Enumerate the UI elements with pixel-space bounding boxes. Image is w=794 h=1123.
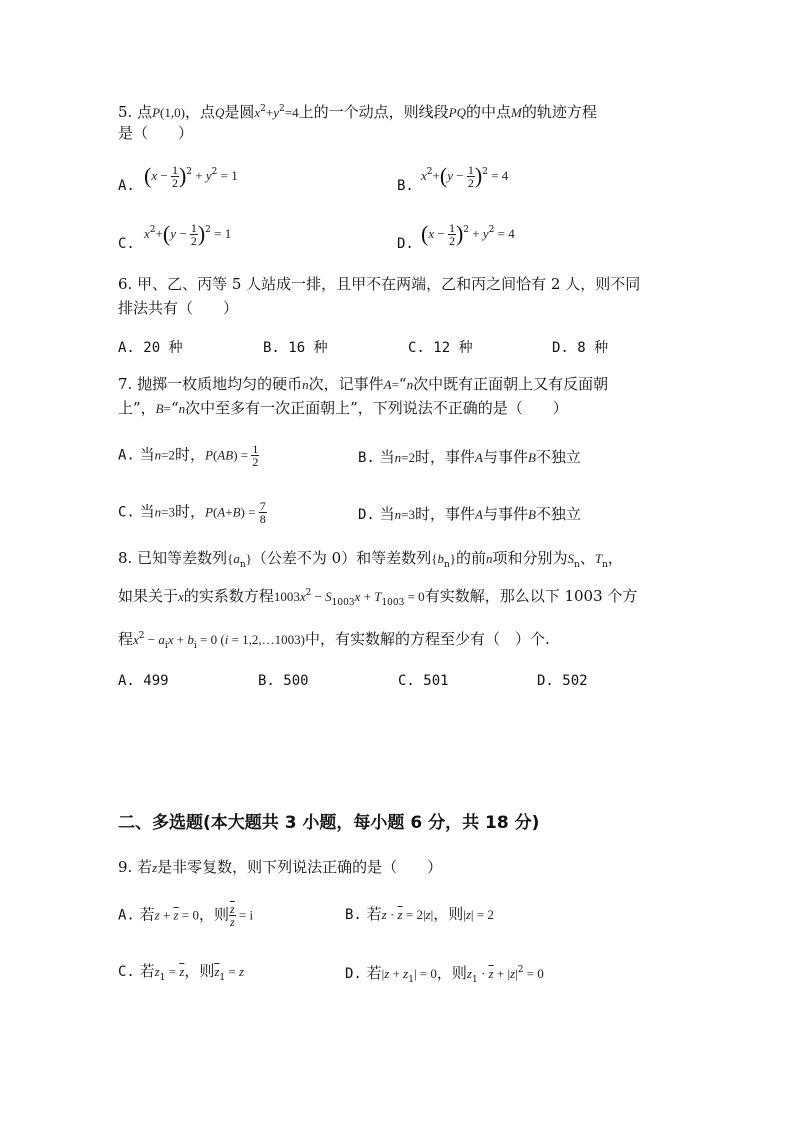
q7-option-a: A. 当n=2时，P(AB) = $\frac{1}{2}$ [118,442,259,469]
q6-option-a: A. 20 种 [118,340,183,356]
question-6-stem: 6. 甲、乙、丙等 5 人站成一排，且甲不在两端，乙和丙之间恰有 2 人，则不同 [118,275,641,293]
q8-option-c: C. 501 [398,673,449,689]
section-heading-multiple-choice: 二、多选题(本大题共 3 小题，每小题 6 分，共 18 分) [118,813,540,833]
q5-option-a-expr: (x − $\frac{1}{2}$ )$^2 + y^2 = 1$ [144,162,238,190]
question-8-stem-line3: 程$x^2 - a_ix + b_i = 0$ (i = 1,2,…1003)中，有实数解的方程至少有（ ）个. [118,630,550,651]
q8-option-a: A. 499 [118,673,169,689]
q9-option-b: B. 若$z \cdot \overline{z} = 2|z|$，则|z| = 2 [345,905,494,923]
question-5-stem: 5. 点P(1,0)，点Q是圆$x^2+y^2=4$上的一个动点，则线段PQ的中点M的轨迹方程 [118,103,597,121]
q9-option-d: D. 若$|z + z_1| = 0$，则$z_1 \cdot \overline{z} + |z|^2 = 0$ [345,964,544,985]
q9-option-a: A. 若$z + \overline{z} = 0$，则 $\frac{\overline{z}}{z}$ = i [118,902,254,929]
q8-option-b: B. 500 [258,673,309,689]
q5-option-c-label: C. [118,236,135,252]
q5-option-a-label: A. [118,178,135,194]
question-7-stem: 7. 抛掷一枚质地均匀的硬币n次，记事件A=“n次中既有正面朝上又有反面朝 [118,375,609,393]
q7-option-b: B. 当n=2时，事件A与事件B不独立 [358,448,581,466]
q5-option-b-expr: $x^2+(y$ − $\frac{1}{2}$ )$^2$ = 4 [421,162,509,190]
q5-option-c-expr: $x^2+(y$ − $\frac{1}{2}$ )$^2$ = 1 [144,220,232,248]
q6-option-d: D. 8 种 [552,340,609,356]
q7-option-c: C. 当n=3时，P(A+B) = $\frac{7}{8}$ [118,499,266,526]
question-8-stem-line2: 如果关于x的实系数方程$1003x^2 - S_{1003}x + T_{1003} = 0$有实数解，那么以下 1003 个方 [118,587,638,608]
q5-option-b-label: B. [397,178,414,194]
q5-option-d-expr: (x − $\frac{1}{2}$ )$^2 + y^2 = 4$ [421,220,515,248]
question-5-stem-line2: 是（ ） [118,124,194,142]
question-9-stem: 9. 若z是非零复数，则下列说法正确的是（ ） [118,858,443,876]
question-8-stem: 8. 已知等差数列$\{a_n\}$（公差不为 0）和等差数列$\{b_n\}$的前n项和分别为$S_n$、$T_n$， [118,549,623,570]
q8-option-d: D. 502 [537,673,588,689]
question-7-stem-line2: 上”，B=“n次中至多有一次正面朝上”，下列说法不正确的是（ ） [118,399,568,417]
q9-option-c: C. 若$z_1 = \overline{z}$，则$\overline{z}_1 = z$ [118,962,245,983]
q6-option-c: C. 12 种 [408,340,473,356]
question-6-stem-line2: 排法共有（ ） [118,299,239,317]
q5-option-d-label: D. [397,236,414,252]
q7-option-d: D. 当n=3时，事件A与事件B不独立 [358,505,581,523]
q6-option-b: B. 16 种 [263,340,328,356]
